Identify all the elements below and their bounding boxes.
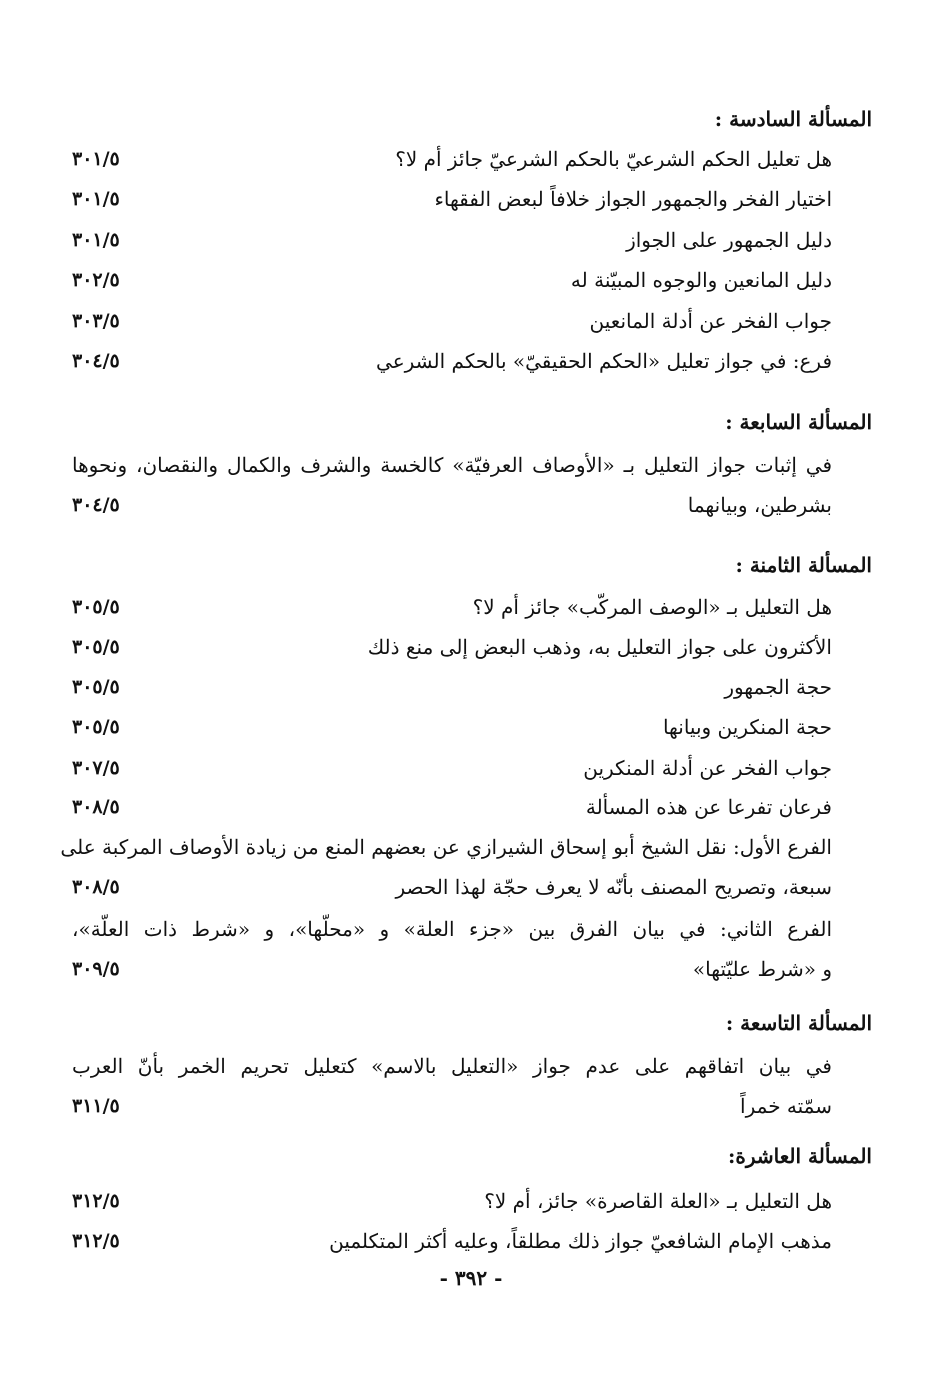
index-entry [60,828,832,908]
entry-page-ref: ٣٠٨/٥ [72,796,120,818]
section-heading: المسألة العاشرة: [728,1144,872,1168]
index-entry [72,628,832,666]
index-entry [72,261,832,299]
entry-text: دليل المانعين والوجوه المبيّنة له [570,268,832,292]
entry-page-ref: ٣٠٥/٥ [72,636,120,658]
entry-text-line2: و «شرط عليّتها» [692,957,832,981]
index-entry [72,788,832,826]
entry-text: اختيار الفخر والجمهور الجواز خلافاً لبعض الفقهاء [434,187,832,211]
entry-page-ref: ٣٠٩/٥ [72,958,120,980]
entry-page-ref: ٣٠١/٥ [72,148,120,170]
entry-page-ref: ٣٠٢/٥ [72,269,120,291]
entry-text: فرع: في جواز تعليل «الحكم الحقيقيّ» بالحكم الشرعي [376,349,832,373]
index-entry [72,446,832,526]
entry-text-line1: الفرع الثاني: في بيان الفرق بين «جزء العلة» و «محلّها»، و «شرط ذات العلّة»، [72,917,833,941]
entry-text: فرعان تفرعا عن هذه المسألة [585,795,832,819]
section-heading: المسألة الثامنة : [735,553,872,577]
entry-text: حجة الجمهور [724,675,832,699]
entry-page-ref: ٣١٢/٥ [72,1230,120,1252]
entry-text: جواب الفخر عن أدلة المنكرين [583,756,832,780]
entry-page-ref: ٣٠٥/٥ [72,716,120,738]
entry-page-ref: ٣٠٧/٥ [72,757,120,779]
index-entry [72,180,832,218]
index-entry [72,342,832,380]
entry-page-ref: ٣٠٣/٥ [72,310,120,332]
entry-text: جواب الفخر عن أدلة المانعين [589,309,832,333]
entry-page-ref: ٣٠٤/٥ [72,350,120,372]
entry-text-line1: في إثبات جواز التعليل بـ «الأوصاف العرفيّة» كالخسة والشرف والكمال والنقصان، ونحوها [72,453,832,477]
entry-text: الأكثرون على جواز التعليل به، وذهب البعض إلى منع ذلك [367,635,832,659]
index-entry [72,910,832,990]
entry-page-ref: ٣٠٨/٥ [72,876,120,898]
entry-text-line2: بشرطين، وبيانهما [687,493,832,517]
entry-text: دليل الجمهور على الجواز [626,228,832,252]
section-heading: المسألة السابعة : [725,410,872,434]
entry-text-line1: الفرع الأول: نقل الشيخ أبو إسحاق الشيرازي عن بعضهم المنع من زيادة الأوصاف المركبة على [60,835,832,859]
page-number: - ٣٩٢ - [439,1266,503,1290]
entry-text: هل التعليل بـ «العلة القاصرة» جائز، أم لا؟ [484,1189,832,1213]
section-heading: المسألة السادسة : [714,107,872,131]
index-entry [72,749,832,787]
entry-page-ref: ٣١١/٥ [72,1095,120,1117]
entry-text: هل تعليل الحكم الشرعيّ بالحكم الشرعيّ جائز أم لا؟ [395,147,832,171]
index-entry [72,302,832,340]
entry-page-ref: ٣٠٤/٥ [72,494,120,516]
entry-text: مذهب الإمام الشافعيّ جواز ذلك مطلقاً، وعليه أكثر المتكلمين [329,1229,832,1253]
entry-page-ref: ٣٠١/٥ [72,229,120,251]
entry-page-ref: ٣٠٥/٥ [72,676,120,698]
entry-text: حجة المنكرين وبيانها [662,715,832,739]
entry-page-ref: ٣٠١/٥ [72,188,120,210]
entry-page-ref: ٣٠٥/٥ [72,596,120,618]
entry-text-line2: سمّته خمراً [740,1094,832,1118]
index-entry [72,221,832,259]
entry-page-ref: ٣١٢/٥ [72,1190,120,1212]
index-entry [72,140,832,178]
index-entry [72,668,832,706]
entry-text: هل التعليل بـ «الوصف المركّب» جائز أم لا؟ [472,595,832,619]
index-entry [72,1047,832,1127]
index-entry [72,708,832,746]
index-entry [72,1182,832,1220]
entry-text-line2: سبعة، وتصريح المصنف بأنّه لا يعرف حجّة لهذا الحصر [395,875,832,899]
index-entry [72,1222,832,1260]
index-entry [72,588,832,626]
entry-text-line1: في بيان اتفاقهم على عدم جواز «التعليل بالاسم» كتعليل تحريم الخمر بأنّ العرب [72,1054,832,1078]
section-heading: المسألة التاسعة : [725,1011,872,1035]
